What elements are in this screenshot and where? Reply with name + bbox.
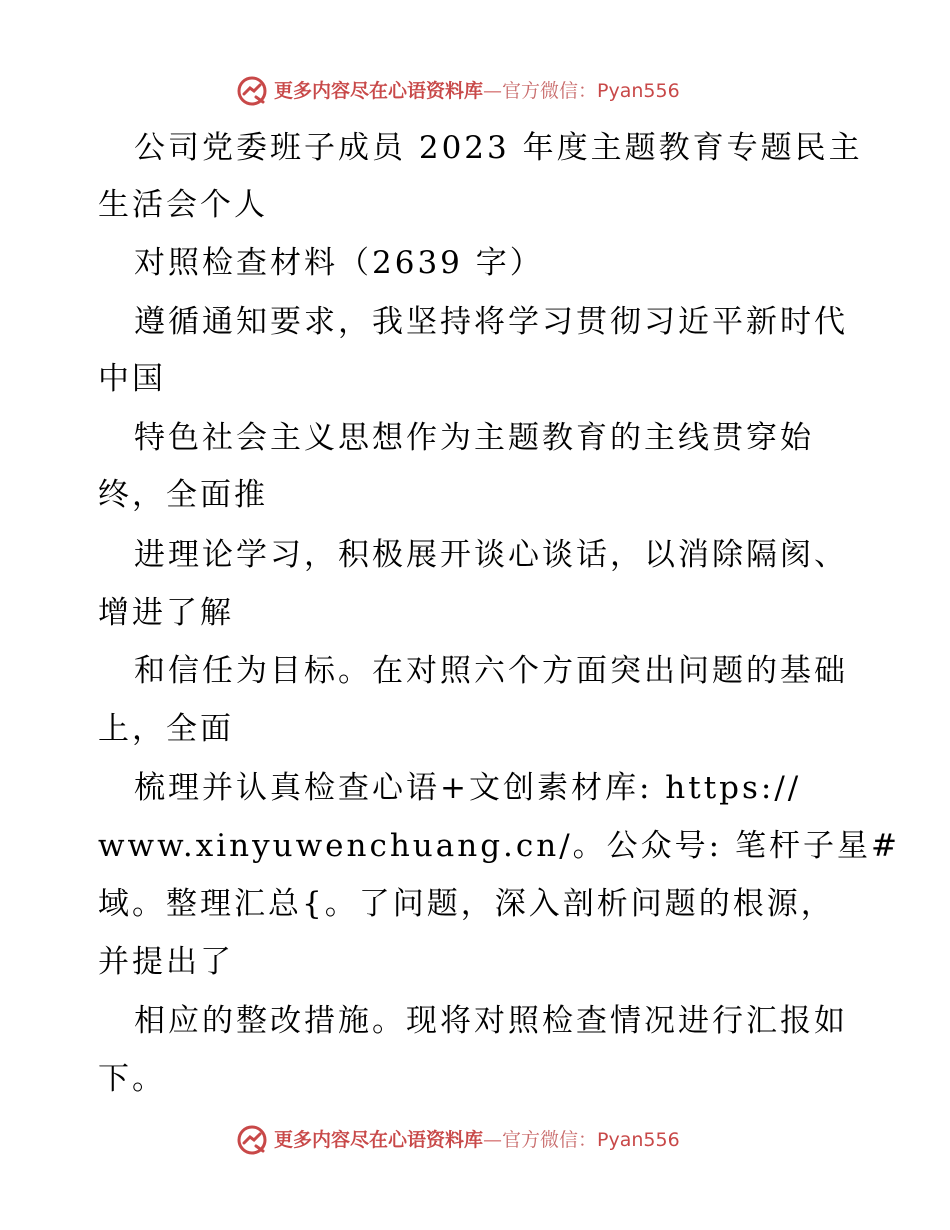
- watermark-label: 官方微信：: [502, 1129, 598, 1151]
- footer-watermark: [236, 1123, 680, 1157]
- paragraph-line: 终，全面推: [98, 477, 268, 513]
- title-line-1: 公司党委班子成员 2023 年度主题教育专题民主: [134, 130, 863, 166]
- paragraph-line: 特色社会主义思想作为主题教育的主线贯穿始: [134, 420, 814, 456]
- paragraph-line: 中国: [98, 361, 166, 397]
- watermark-brand: 更多内容尽在心语资料库: [274, 1129, 484, 1151]
- watermark-brand: 更多内容尽在心语资料库: [274, 80, 484, 102]
- watermark-label: 官方微信：: [502, 80, 598, 102]
- paragraph-line: 增进了解: [98, 595, 234, 631]
- watermark-dash: —: [483, 1129, 503, 1151]
- handshake-seal-icon: [236, 1124, 268, 1156]
- watermark-wechat-id: Pyan556: [597, 80, 680, 102]
- paragraph-line: 梳理并认真检查心语+文创素材库: https://: [134, 770, 802, 806]
- paragraph-line: 上，全面: [98, 711, 234, 747]
- subtitle-line: 对照检查材料（2639 字）: [134, 245, 544, 281]
- paragraph-line: 域。整理汇总{。了问题，深入剖析问题的根源，: [98, 886, 835, 922]
- watermark-dash: —: [483, 80, 503, 102]
- paragraph-line: 相应的整改措施。现将对照检查情况进行汇报如: [134, 1003, 848, 1039]
- title-line-2: 生活会个人: [98, 187, 268, 223]
- paragraph-line: www.xinyuwenchuang.cn/。公众号: 笔杆子星#: [98, 828, 900, 864]
- paragraph-line: 遵循通知要求，我坚持将学习贯彻习近平新时代: [134, 304, 848, 340]
- watermark-wechat-id: Pyan556: [597, 1129, 680, 1151]
- paragraph-line: 并提出了: [98, 944, 234, 980]
- watermark-text: [274, 1123, 680, 1157]
- paragraph-line: 和信任为目标。在对照六个方面突出问题的基础: [134, 653, 848, 689]
- paragraph-line: 进理论学习，积极展开谈心谈话，以消除隔阂、: [134, 537, 848, 573]
- paragraph-line: 下。: [98, 1061, 166, 1097]
